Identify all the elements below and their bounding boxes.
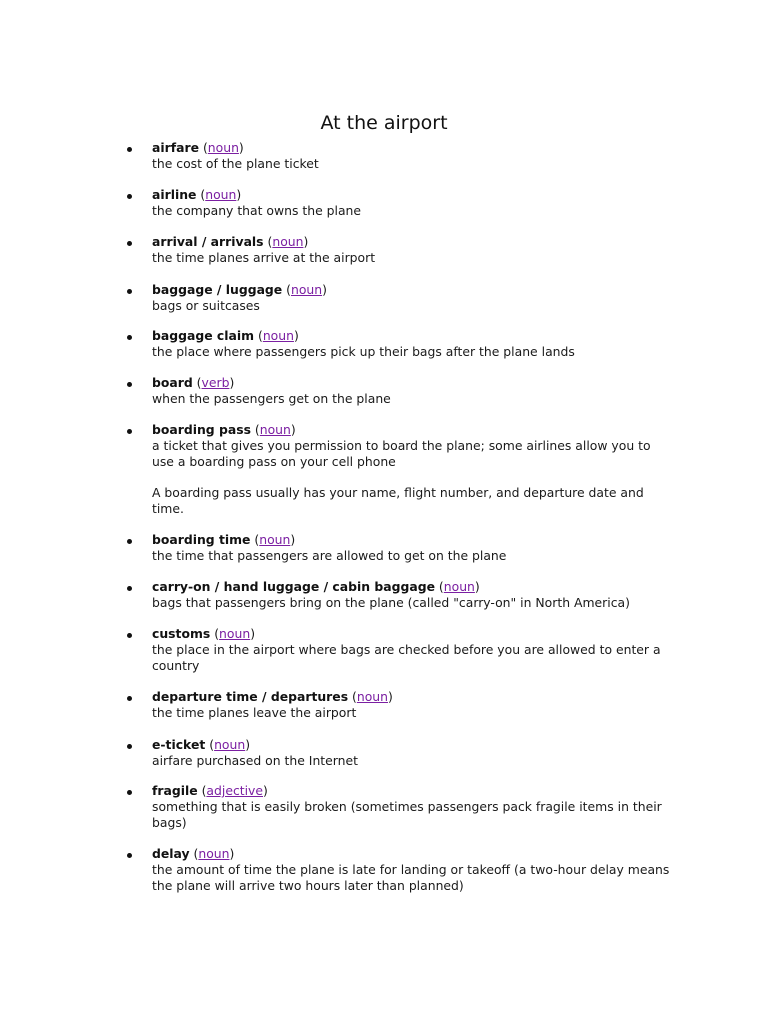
- part-of-speech-link[interactable]: verb: [201, 375, 230, 390]
- definition: the time planes arrive at the airport: [152, 250, 376, 265]
- definition: a ticket that gives you permission to board the plane; some airlines allow you to use a boarding pass on your cell phone: [152, 438, 651, 469]
- part-of-speech-link[interactable]: noun: [198, 846, 230, 861]
- part-of-speech-link[interactable]: noun: [219, 626, 251, 641]
- part-of-speech-link[interactable]: noun: [443, 579, 475, 594]
- definition: the time planes leave the airport: [152, 705, 357, 720]
- part-of-speech-link[interactable]: noun: [290, 282, 323, 297]
- term: board: [152, 375, 193, 390]
- term: departure time / departures: [152, 689, 349, 704]
- bullet-icon: [127, 194, 132, 199]
- definition: the time that passengers are allowed to get on the plane: [152, 548, 507, 563]
- part-of-speech-link[interactable]: adjective: [206, 783, 264, 798]
- term: airline: [152, 187, 197, 202]
- part-of-speech-link[interactable]: noun: [207, 140, 239, 155]
- bullet-icon: [127, 853, 132, 858]
- term: delay: [152, 846, 190, 861]
- definition: the place in the airport where bags are checked before you are allowed to enter a country: [152, 642, 661, 673]
- bullet-icon: [127, 633, 132, 638]
- term: airfare: [152, 140, 199, 155]
- definition: the cost of the plane ticket: [152, 156, 319, 171]
- term: fragile: [152, 783, 198, 798]
- part-of-speech-link[interactable]: noun: [259, 532, 291, 547]
- bullet-icon: [127, 744, 132, 749]
- term: baggage claim: [152, 328, 255, 343]
- term: arrival / arrivals: [152, 234, 264, 249]
- term: carry-on / hand luggage / cabin baggage: [152, 579, 435, 594]
- definition: the place where passengers pick up their bags after the plane lands: [152, 344, 575, 359]
- part-of-speech-link[interactable]: noun: [214, 737, 246, 752]
- part-of-speech-link[interactable]: noun: [205, 187, 237, 202]
- definition: bags or suitcases: [152, 298, 260, 313]
- bullet-icon: [127, 790, 132, 795]
- bullet-icon: [127, 429, 132, 434]
- definition: when the passengers get on the plane: [152, 391, 391, 406]
- definition: the company that owns the plane: [152, 203, 362, 218]
- term: e-ticket: [152, 737, 206, 752]
- bullet-icon: [127, 335, 132, 340]
- bullet-icon: [127, 241, 132, 246]
- term: boarding time: [152, 532, 251, 547]
- bullet-icon: [127, 382, 132, 387]
- definition: the amount of time the plane is late for landing or takeoff (a two-hour delay means the plane will arrive two hours later than planned): [152, 862, 670, 893]
- definition: bags that passengers bring on the plane (called "carry-on" in North America): [152, 595, 630, 610]
- bullet-icon: [127, 147, 132, 152]
- part-of-speech-link[interactable]: noun: [259, 422, 291, 437]
- term: customs: [152, 626, 211, 641]
- term: boarding pass: [152, 422, 251, 437]
- usage-note: A boarding pass usually has your name, flight number, and departure date and time.: [152, 485, 644, 516]
- definition: something that is easily broken (sometimes passengers pack fragile items in their bags): [152, 799, 662, 830]
- bullet-icon: [127, 539, 132, 544]
- page-title: At the airport: [320, 112, 448, 134]
- part-of-speech-link[interactable]: noun: [262, 328, 294, 343]
- definition: airfare purchased on the Internet: [152, 753, 358, 768]
- bullet-icon: [127, 289, 132, 294]
- part-of-speech-link[interactable]: noun: [272, 234, 304, 249]
- term: baggage / luggage: [152, 282, 283, 297]
- bullet-icon: [127, 696, 132, 701]
- bullet-icon: [127, 586, 132, 591]
- part-of-speech-link[interactable]: noun: [356, 689, 388, 704]
